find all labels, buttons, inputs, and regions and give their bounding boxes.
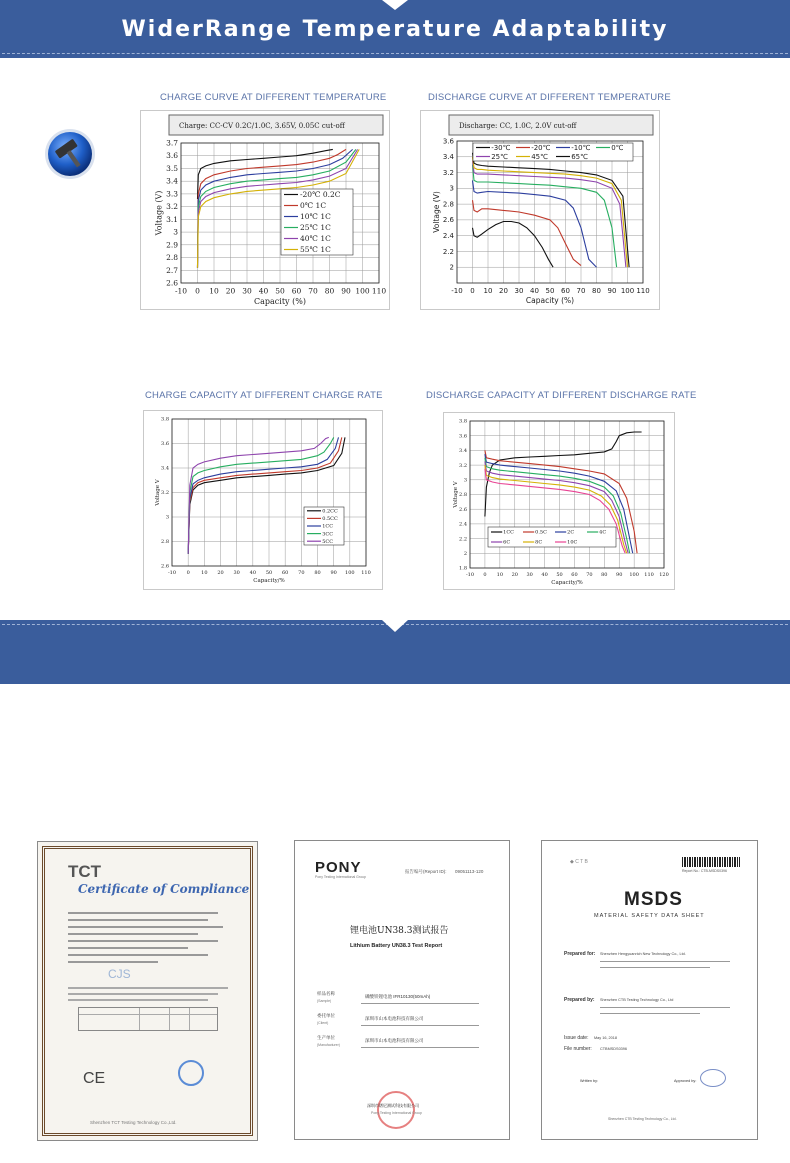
msds-line	[600, 1013, 700, 1014]
tct-footer: Shenzhen TCT Testing Technology Co.,Ltd.	[90, 1120, 177, 1125]
y-tick-label: 3.8	[161, 416, 169, 423]
x-tick-label: -10	[451, 287, 463, 295]
x-tick-label: 50	[265, 570, 273, 576]
pony-title-cn: 锂电池UN38.3测试报告	[350, 926, 449, 936]
legend-label: 5CC	[322, 538, 334, 545]
x-tick-label: 80	[324, 286, 335, 296]
charge-temp-svg	[141, 111, 391, 311]
x-tick-label: 40	[541, 572, 548, 578]
msds-footer: Shenzhen CTB Testing Technology Co., Ltd.	[608, 1117, 677, 1121]
msds-stamp	[700, 1069, 726, 1087]
legend-label: 0.5CC	[322, 516, 338, 523]
legend-label: 10C	[567, 539, 578, 546]
x-tick-label: 40	[249, 570, 257, 576]
legend-label: 8C	[535, 539, 543, 546]
y-tick-label: 2.6	[459, 506, 467, 513]
x-axis-label: Capacity/%	[253, 578, 285, 584]
legend-label: -20℃ 0.2C	[300, 190, 341, 199]
msds-prepared-by: Shenzhen CTB Testing Technology Co., Ltd	[600, 998, 674, 1002]
tct-brand: TCT	[68, 862, 102, 881]
tct-mark: CJS	[108, 967, 131, 981]
banner-notch	[382, 0, 408, 10]
y-tick-label: 3.5	[166, 163, 178, 173]
y-axis-label: Voltage V	[453, 481, 459, 508]
series-line	[473, 200, 582, 265]
pony-row2-line	[361, 1025, 479, 1026]
legend-label: 1CC	[503, 529, 515, 536]
msds-issue-date: May 16, 2018	[594, 1036, 618, 1040]
y-tick-label: 2.6	[442, 216, 454, 225]
legend-label: 0℃	[611, 143, 624, 152]
discharge-temp-title: DISCHARGE CURVE AT DIFFERENT TEMPERATURE	[428, 92, 671, 103]
y-tick-label: 3.4	[166, 176, 178, 186]
y-tick-label: 3.2	[161, 490, 169, 497]
y-tick-label: 3.2	[166, 202, 178, 212]
x-tick-label: 70	[576, 287, 586, 295]
msds-report-no: Report No.: CTB-MSDS0396	[682, 869, 727, 873]
x-tick-label: 80	[592, 287, 601, 295]
y-tick-label: 2.8	[161, 539, 169, 546]
hammer-icon	[44, 128, 96, 180]
x-tick-label: 30	[233, 570, 240, 576]
pony-row1-line	[361, 1003, 479, 1004]
pony-row1-value: 磷酸铁锂电池 IFR10130(50mAh)	[365, 994, 431, 999]
y-tick-label: 2.8	[166, 253, 178, 263]
msds-barcode	[682, 857, 740, 867]
y-tick-label: 3.1	[166, 214, 178, 224]
discharge-rate-title: DISCHARGE CAPACITY AT DIFFERENT DISCHARGE RATE	[426, 390, 697, 401]
x-tick-label: 40	[258, 286, 269, 296]
series-line	[473, 222, 554, 268]
pony-row1-label-en: (Sample)	[317, 999, 332, 1003]
x-tick-label: 80	[314, 570, 321, 576]
x-tick-label: 10	[496, 572, 504, 578]
pony-row3-line	[361, 1047, 479, 1048]
legend-label: -20℃	[531, 143, 551, 152]
y-tick-label: 3.6	[166, 151, 178, 161]
x-tick-label: 10	[201, 570, 208, 576]
y-tick-label: 3.2	[459, 462, 467, 469]
legend-label: 65℃	[571, 152, 588, 161]
series-line	[485, 432, 642, 517]
legend-label: 6C	[503, 539, 511, 546]
x-tick-label: 20	[511, 572, 518, 578]
x-axis-label: Capacity (%)	[254, 297, 306, 306]
legend-label: -30℃	[491, 143, 511, 152]
y-tick-label: 3	[165, 514, 169, 521]
x-axis-label: Capacity/%	[551, 580, 583, 586]
msds-line	[600, 961, 730, 962]
y-tick-label: 3.4	[161, 465, 169, 472]
legend-label: 40℃ 1C	[300, 234, 331, 243]
x-tick-label: 90	[616, 572, 623, 578]
x-tick-label: 20	[217, 570, 224, 576]
msds-logo: ◆ C T B	[570, 859, 588, 865]
msds-line	[600, 1007, 730, 1008]
y-tick-label: 2	[449, 263, 454, 272]
tct-table	[78, 1007, 218, 1031]
msds-issue-label: Issue date:	[564, 1035, 589, 1041]
charge-temp-chart	[140, 110, 390, 310]
y-tick-label: 2.9	[166, 240, 178, 250]
discharge-temp-chart	[420, 110, 660, 310]
tct-text-block	[68, 912, 228, 968]
x-axis-label: Capacity (%)	[525, 296, 575, 305]
x-tick-label: 50	[556, 572, 563, 578]
pony-stamp-org: 深圳市谱尼测试科技有限公司	[367, 1103, 419, 1108]
x-tick-label: 110	[636, 287, 650, 295]
x-tick-label: 10	[483, 287, 493, 295]
x-tick-label: 100	[355, 286, 370, 296]
x-tick-label: 100	[345, 570, 355, 576]
legend-label: -10℃	[571, 143, 591, 152]
y-tick-label: 2	[463, 550, 467, 557]
x-tick-label: -10	[174, 286, 188, 296]
legend-label: 1CC	[322, 523, 334, 530]
x-tick-label: 0	[483, 572, 487, 578]
y-tick-label: 2.6	[166, 278, 178, 288]
legend-label: 2C	[567, 529, 575, 536]
x-tick-label: 90	[341, 286, 351, 296]
x-tick-label: 110	[371, 286, 387, 296]
x-tick-label: -10	[167, 570, 177, 576]
x-tick-label: 30	[242, 286, 252, 296]
x-tick-label: 60	[571, 572, 578, 578]
pony-footer: Pony Testing International Group	[371, 1111, 422, 1115]
discharge-rate-svg	[444, 413, 676, 591]
x-tick-label: 60	[281, 570, 289, 576]
tct-text-block-2	[68, 987, 233, 1007]
ce-mark: CE	[83, 1070, 106, 1087]
y-axis-label: Voltage (V)	[431, 191, 441, 233]
x-tick-label: 50	[545, 287, 555, 295]
mid-banner	[0, 620, 790, 684]
msds-file-label: File number:	[564, 1046, 592, 1052]
y-tick-label: 3.6	[442, 137, 454, 146]
x-tick-label: 110	[644, 572, 654, 578]
y-axis-label: Voltage (V)	[154, 190, 164, 236]
pony-report-no: 09051113-120	[455, 869, 484, 874]
legend-label: 0.5C	[535, 529, 547, 536]
legend-label: 10℃ 1C	[300, 212, 331, 221]
pony-row1-label: 样品名称	[317, 991, 335, 996]
pony-row2-value: 深圳市山本电池科技有限公司	[365, 1016, 424, 1021]
msds-line	[600, 967, 710, 968]
pony-report-label: 报告编号(Report ID):	[405, 869, 447, 874]
pony-report	[294, 840, 510, 1140]
x-tick-label: 110	[361, 570, 371, 576]
msds-prepared-for-label: Prepared for:	[564, 951, 596, 957]
y-tick-label: 3	[173, 227, 178, 237]
pony-row3-label: 生产单位	[317, 1035, 335, 1040]
legend-label: 25℃	[491, 152, 508, 161]
y-tick-label: 3	[449, 184, 454, 193]
x-tick-label: 40	[530, 287, 539, 295]
tct-seal	[178, 1060, 204, 1086]
y-tick-label: 3	[463, 477, 467, 484]
pony-row3-value: 深圳市山本电池科技有限公司	[365, 1038, 424, 1043]
pony-row2-label-en: (Client)	[317, 1021, 329, 1025]
x-tick-label: 60	[291, 286, 302, 296]
msds-subtitle: MATERIAL SAFETY DATA SHEET	[594, 913, 705, 919]
msds-file-number: CTBMSDS0396	[600, 1047, 628, 1051]
x-tick-label: 100	[629, 572, 639, 578]
x-tick-label: 0	[186, 570, 190, 576]
y-tick-label: 3.2	[442, 168, 454, 177]
y-tick-label: 2.2	[442, 247, 454, 256]
pony-brand: PONY	[315, 859, 362, 876]
charge-rate-title: CHARGE CAPACITY AT DIFFERENT CHARGE RATE	[145, 390, 383, 401]
pony-row2-label: 委托单位	[317, 1013, 335, 1018]
y-tick-label: 2.8	[442, 200, 454, 209]
charge-temp-title: CHARGE CURVE AT DIFFERENT TEMPERATURE	[160, 92, 387, 103]
y-tick-label: 1.8	[459, 565, 467, 572]
x-tick-label: 80	[601, 572, 608, 578]
x-tick-label: 120	[659, 572, 669, 578]
legend-label: 45℃	[531, 152, 548, 161]
y-axis-label: Voltage V	[155, 479, 161, 506]
legend-label: 0.2CC	[322, 508, 338, 515]
msds-prepared-for: Shenzhen Hengyuanrich New Technology Co., Ltd.	[600, 952, 686, 956]
x-tick-label: 100	[620, 287, 635, 295]
pony-row3-label-en: (Manufacturer)	[317, 1043, 340, 1047]
y-tick-label: 2.6	[161, 563, 169, 570]
discharge-temp-svg	[421, 111, 661, 311]
legend-label: 25℃ 1C	[300, 223, 331, 232]
x-tick-label: 30	[526, 572, 533, 578]
y-tick-label: 3.7	[166, 138, 178, 148]
y-tick-label: 2.2	[459, 536, 467, 543]
chart-condition: Charge: CC-CV 0.2C/1.0C, 3.65V, 0.05C cut-off	[179, 122, 345, 130]
x-tick-label: -10	[465, 572, 475, 578]
x-tick-label: 0	[195, 286, 200, 296]
x-tick-label: 10	[209, 286, 219, 296]
y-tick-label: 2.4	[442, 232, 454, 240]
x-tick-label: 70	[308, 286, 318, 296]
banner-notch	[382, 620, 408, 632]
msds-prepared-by-label: Prepared by:	[564, 997, 595, 1003]
chart-condition: Discharge: CC, 1.0C, 2.0V cut-off	[459, 122, 577, 130]
y-tick-label: 2.8	[459, 492, 467, 499]
x-tick-label: 70	[298, 570, 305, 576]
pony-title-en: Lithium Battery UN38.3 Test Report	[350, 943, 443, 949]
tct-title: Certificate of Compliance	[78, 882, 250, 896]
pony-brand-sub: Pony Testing International Group	[315, 875, 366, 879]
x-tick-label: 20	[499, 287, 508, 295]
y-tick-label: 3.6	[459, 433, 467, 440]
msds-report	[541, 840, 758, 1140]
y-tick-label: 3.3	[166, 189, 178, 199]
y-tick-label: 3.4	[442, 153, 454, 162]
legend-label: 0℃ 1C	[300, 201, 327, 210]
msds-approved-label: Approved by:	[674, 1079, 697, 1083]
x-tick-label: 0	[470, 287, 475, 295]
x-tick-label: 70	[586, 572, 593, 578]
tct-certificate	[37, 841, 258, 1141]
charge-rate-chart	[143, 410, 383, 590]
page-title: WiderRange Temperature Adaptability	[121, 17, 669, 42]
y-tick-label: 2.7	[166, 265, 178, 275]
msds-written-label: Written by:	[580, 1079, 599, 1083]
legend-label: 3CC	[322, 531, 334, 538]
x-tick-label: 30	[514, 287, 524, 295]
x-tick-label: 90	[607, 287, 617, 295]
legend-label: 4C	[599, 529, 607, 536]
charge-rate-svg	[144, 411, 384, 591]
y-tick-label: 3.4	[459, 448, 467, 455]
y-tick-label: 3.8	[459, 418, 467, 425]
x-tick-label: 90	[330, 570, 337, 576]
x-tick-label: 50	[275, 286, 285, 296]
y-tick-label: 3.6	[161, 441, 169, 448]
y-tick-label: 2.4	[459, 521, 467, 528]
x-tick-label: 20	[225, 286, 236, 296]
x-tick-label: 60	[561, 287, 570, 295]
legend-label: 55℃ 1C	[300, 245, 331, 254]
pony-red-stamp	[377, 1091, 415, 1129]
top-banner	[0, 0, 790, 58]
discharge-rate-chart	[443, 412, 675, 590]
msds-title: MSDS	[624, 889, 683, 910]
